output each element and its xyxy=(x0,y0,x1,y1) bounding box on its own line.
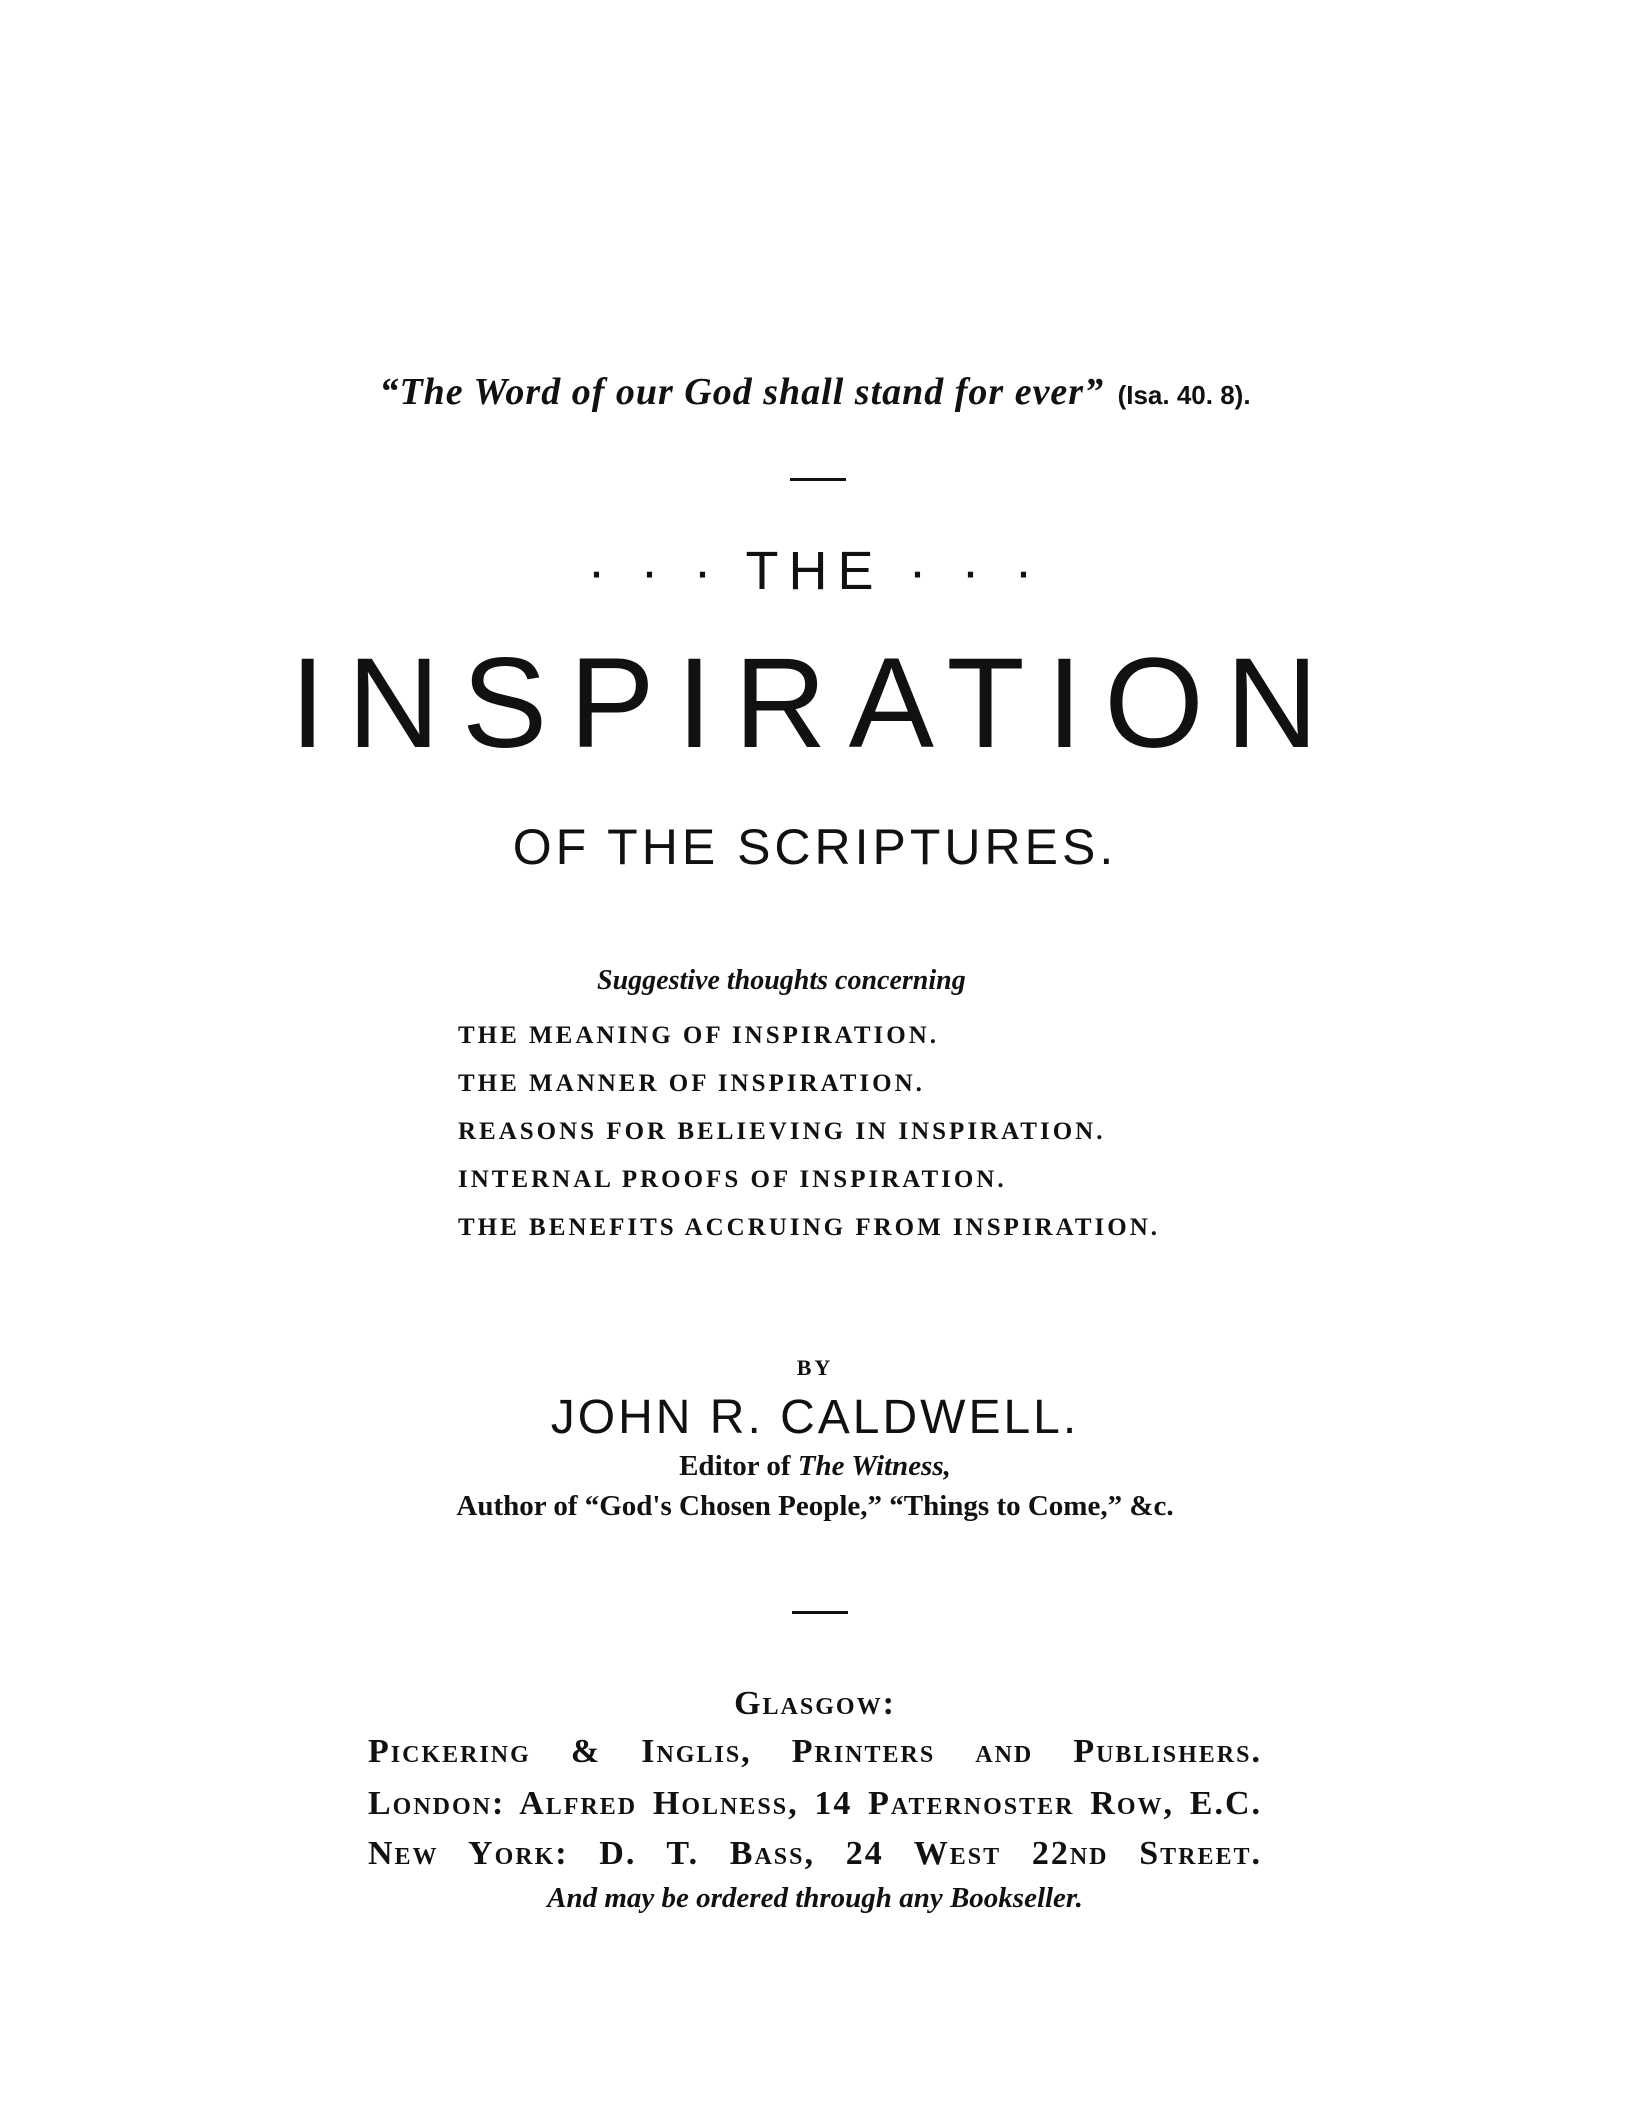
editor-publication: The Witness, xyxy=(797,1450,951,1482)
title-article: · · · THE · · · xyxy=(587,541,1043,601)
publisher-line-london: London: Alfred Holness, 14 Paternoster Row, E.C. xyxy=(368,1785,1262,1822)
title-main: INSPIRATION xyxy=(289,632,1341,775)
topic-item: THE BENEFITS ACCRUING FROM INSPIRATION. xyxy=(458,1214,1161,1241)
topic-item: THE MEANING OF INSPIRATION. xyxy=(458,1022,940,1049)
epigraph xyxy=(0,370,1630,414)
publisher-line-glasgow: Pickering & Inglis, Printers and Publishers. xyxy=(368,1733,1262,1770)
title-subtitle: OF THE SCRIPTURES. xyxy=(512,819,1118,875)
divider-rule xyxy=(790,478,846,481)
editor-prefix: Editor of xyxy=(679,1450,798,1482)
author-editor-line xyxy=(0,1450,1630,1483)
topic-item: THE MANNER OF INSPIRATION. xyxy=(458,1070,925,1097)
author-name: JOHN R. CALDWELL. xyxy=(550,1391,1080,1444)
epigraph-reference: (Isa. 40. 8). xyxy=(1117,380,1251,410)
divider-rule xyxy=(792,1611,848,1614)
author-other-works: Author of “God's Chosen People,” “Things to Come,” &c. xyxy=(456,1490,1174,1522)
order-note: And may be ordered through any Bookseller. xyxy=(547,1882,1083,1914)
by-label: BY xyxy=(796,1355,834,1380)
publisher-city: Glasgow: xyxy=(734,1685,896,1722)
epigraph-text: “The Word of our God shall stand for ever” xyxy=(379,371,1105,413)
publisher-line-new-york: New York: D. T. Bass, 24 West 22nd Street. xyxy=(368,1835,1262,1872)
topic-item: REASONS FOR BELIEVING IN INSPIRATION. xyxy=(458,1118,1106,1145)
topics-list xyxy=(458,1012,1160,1252)
topic-item: INTERNAL PROOFS OF INSPIRATION. xyxy=(458,1166,1007,1193)
contents-intro: Suggestive thoughts concerning xyxy=(597,965,966,996)
